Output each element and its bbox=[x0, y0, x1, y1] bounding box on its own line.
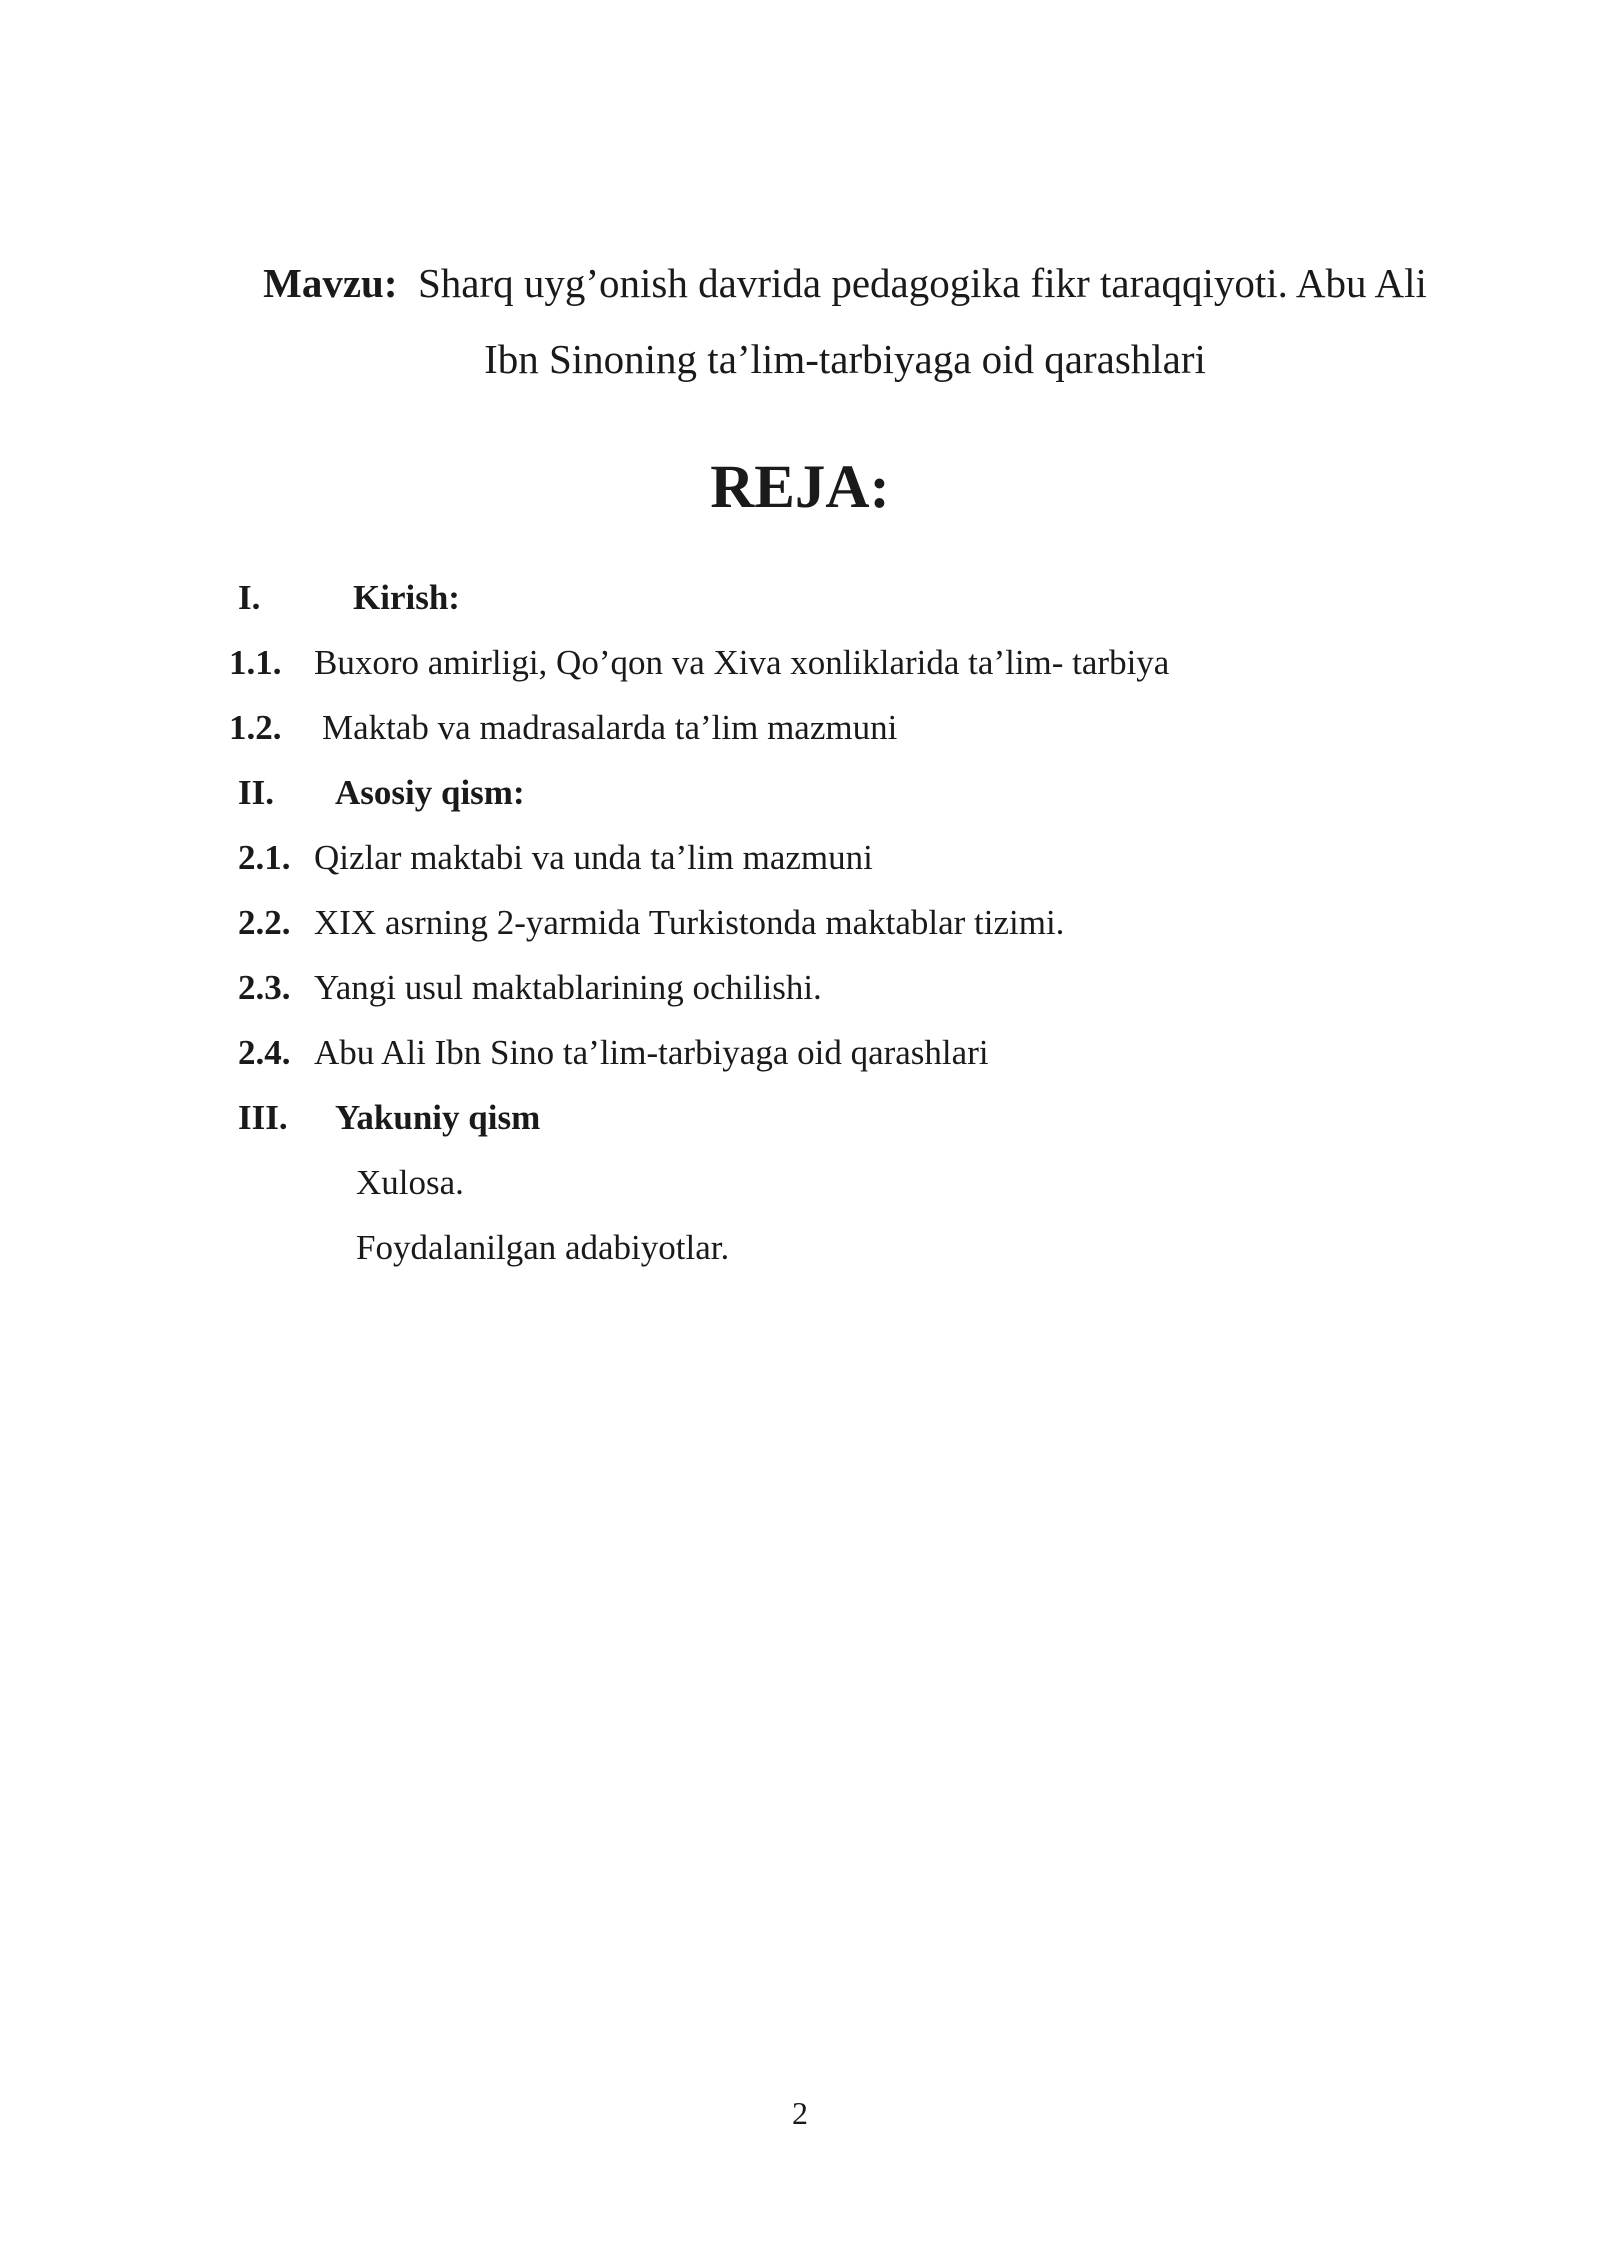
plan-item-text: Xulosa. bbox=[356, 1163, 464, 1202]
plan-item-number: 2.2. bbox=[238, 903, 291, 942]
plan-item-text: Asosiy qism: bbox=[335, 773, 525, 812]
plan-item-number: III. bbox=[238, 1098, 288, 1137]
topic-text-1: Sharq uyg’onish davrida pedagogika fikr taraqqiyoti. Abu Ali bbox=[417, 260, 1427, 306]
plan-item-text: Buxoro amirligi, Qo’qon va Xiva xonliklarida ta’lim- tarbiya bbox=[314, 643, 1170, 682]
plan-item-text: Maktab va madrasalarda ta’lim mazmuni bbox=[322, 708, 898, 747]
plan-item-text: Kirish: bbox=[353, 578, 460, 617]
plan-item-number: 2.3. bbox=[238, 968, 291, 1007]
plan-item-text: Foydalanilgan adabiyotlar. bbox=[356, 1228, 730, 1267]
plan-item-text: XIX asrning 2-yarmida Turkistonda maktablar tizimi. bbox=[314, 903, 1065, 942]
page-number: 2 bbox=[792, 2095, 808, 2131]
plan-item-number: I. bbox=[238, 578, 261, 617]
topic-line-1 bbox=[200, 245, 1490, 321]
plan-title: REJA: bbox=[710, 454, 890, 521]
topic-line-2: Ibn Sinoning ta’lim-tarbiyaga oid qarashlari bbox=[484, 336, 1206, 382]
topic-heading bbox=[200, 245, 1490, 397]
plan-item-number: 1.2. bbox=[229, 708, 282, 747]
plan-item-number: 2.4. bbox=[238, 1033, 291, 1072]
plan-item-number: 1.1. bbox=[229, 643, 282, 682]
plan-item-text: Abu Ali Ibn Sino ta’lim-tarbiyaga oid qarashlari bbox=[314, 1033, 989, 1072]
plan-item-text: Yangi usul maktablarining ochilishi. bbox=[314, 968, 822, 1007]
plan-item-text: Yakuniy qism bbox=[335, 1098, 541, 1137]
plan-item-number: II. bbox=[238, 773, 274, 812]
plan-item-text: Qizlar maktabi va unda ta’lim mazmuni bbox=[314, 838, 873, 877]
topic-label: Mavzu: bbox=[263, 260, 398, 306]
plan-item-number: 2.1. bbox=[238, 838, 291, 877]
